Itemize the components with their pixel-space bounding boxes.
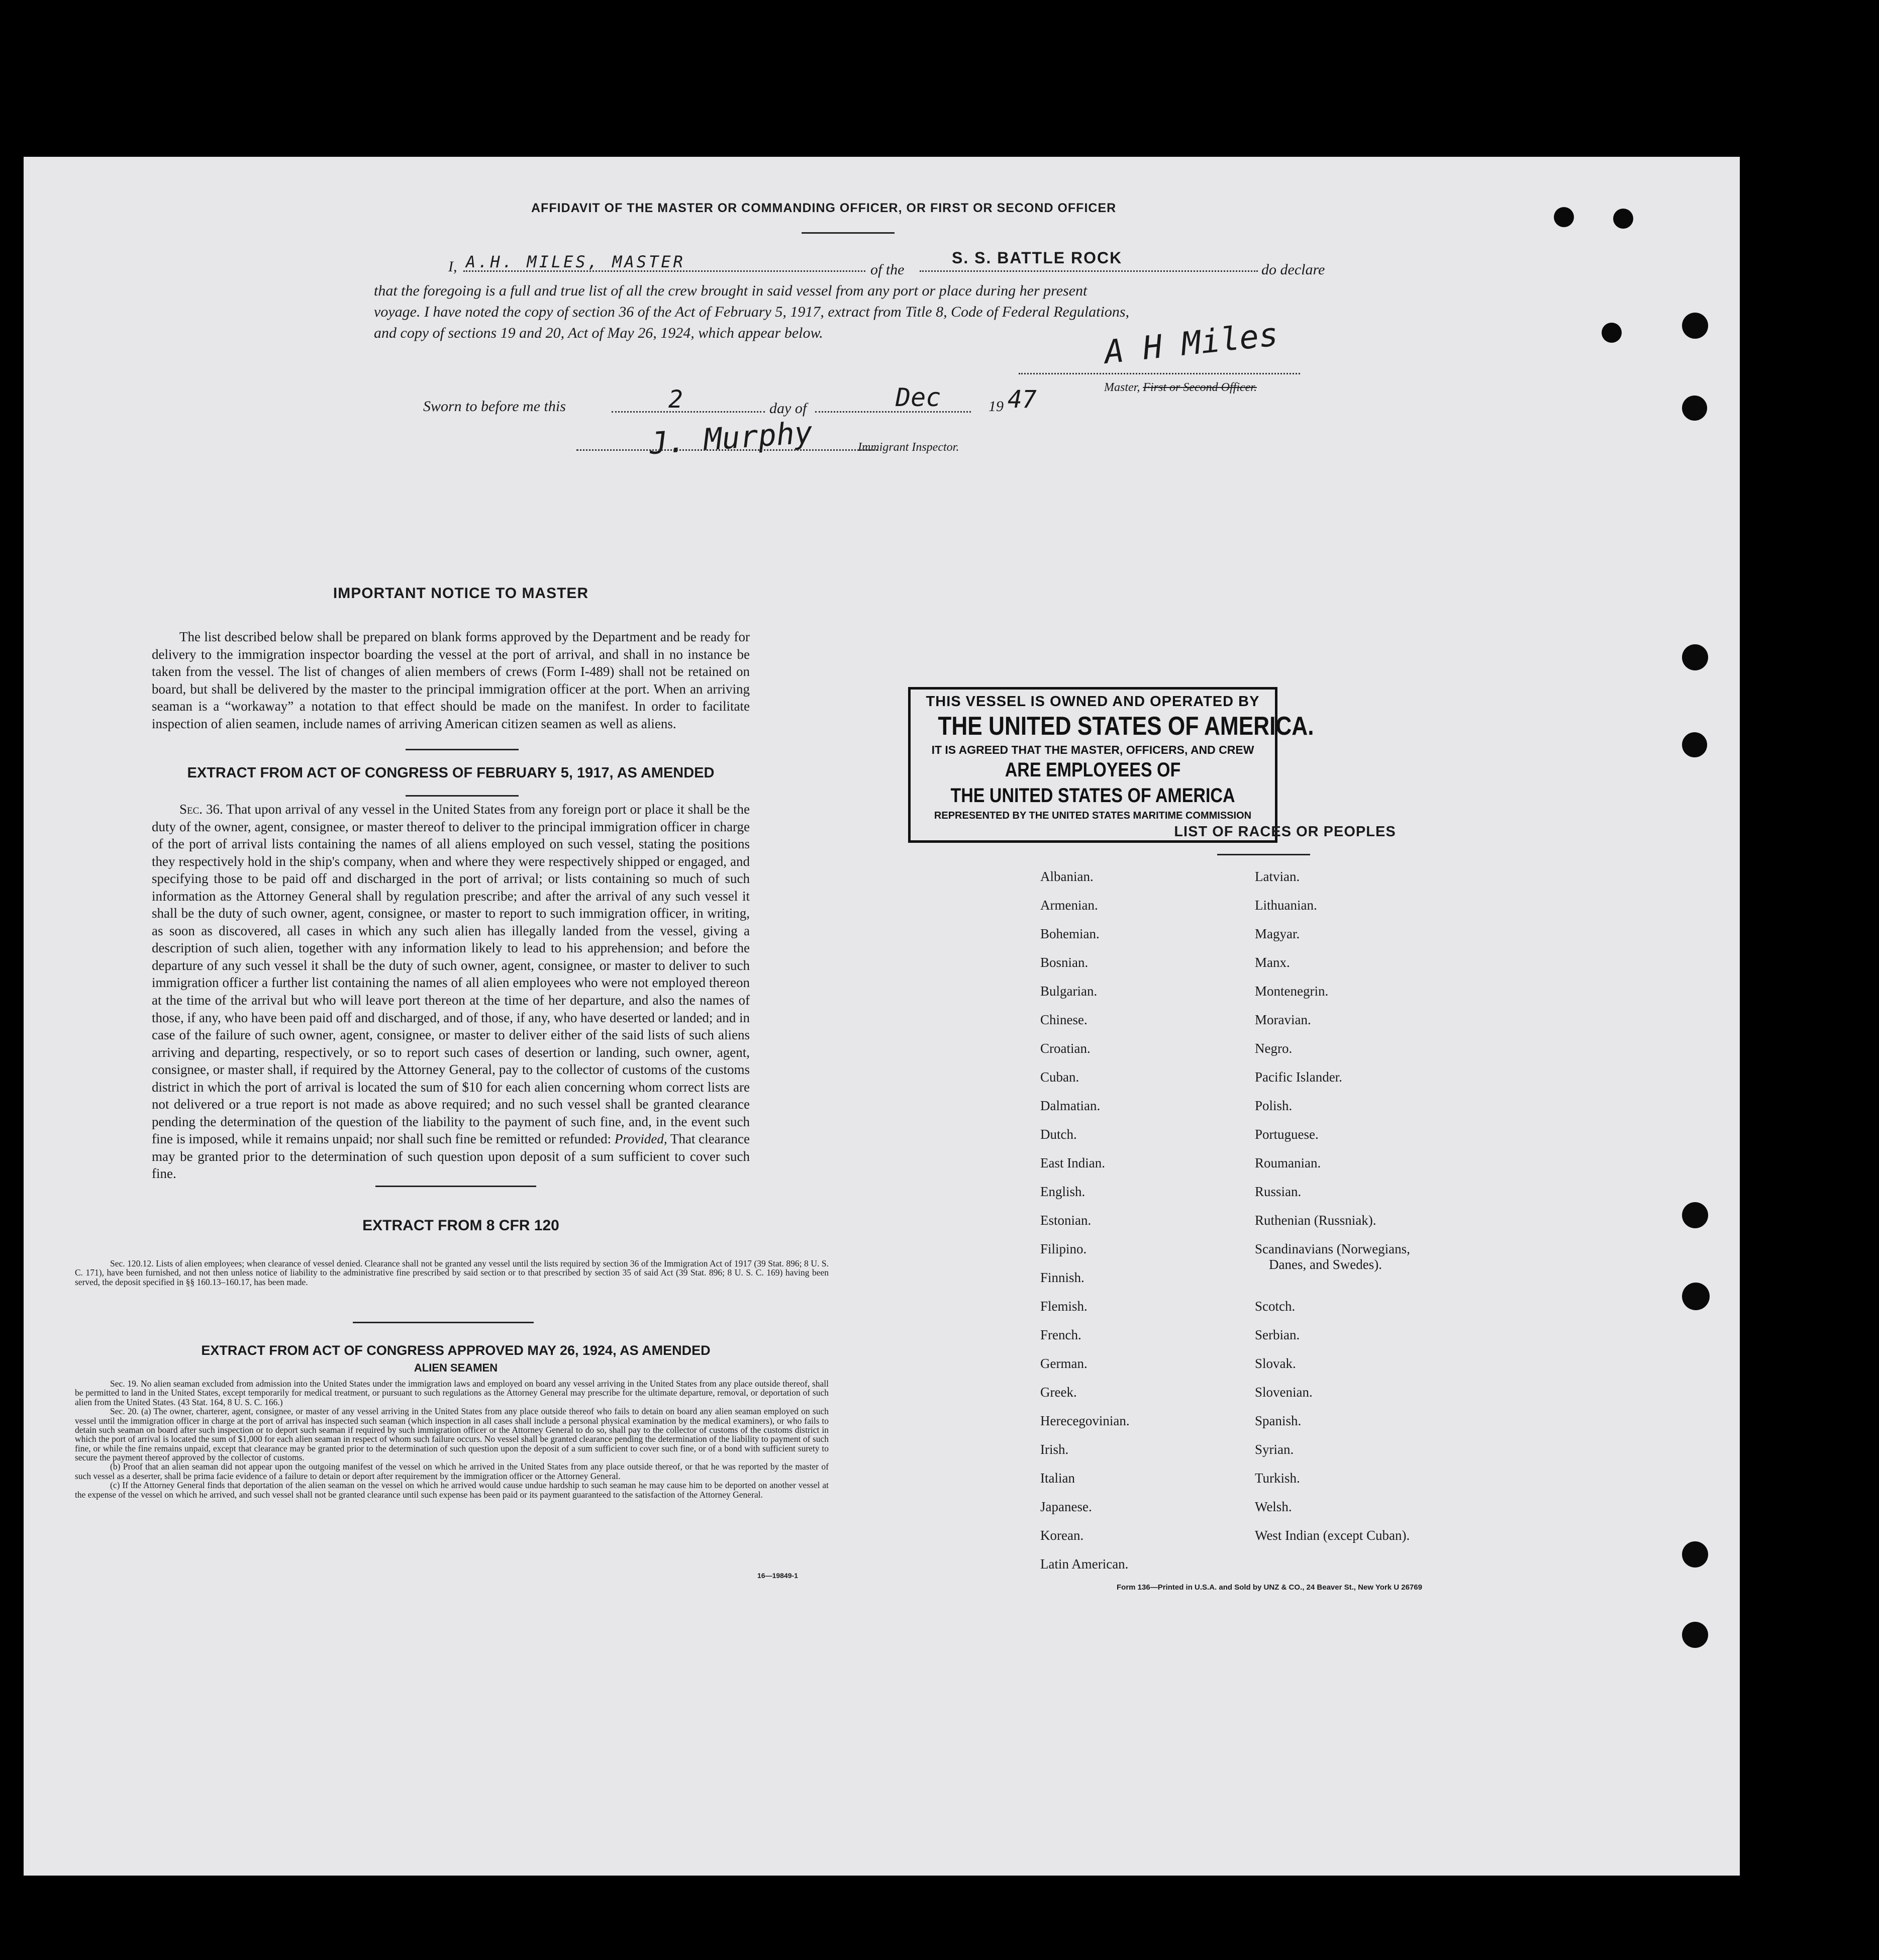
race-item: Filipino. — [1040, 1241, 1087, 1256]
extract-1917-body — [152, 801, 750, 1183]
struck-label-text: First or Second Officer. — [1143, 381, 1257, 394]
stamp-line-1: THIS VESSEL IS OWNED AND OPERATED BY — [926, 694, 1260, 710]
punch-hole — [1682, 1202, 1708, 1228]
notice-rule — [406, 749, 519, 750]
race-item: Scandinavians (Norwegians, — [1255, 1241, 1410, 1256]
of-the-text: of the — [870, 261, 905, 278]
inspector-signature: J. Murphy — [648, 415, 814, 462]
race-item: Negro. — [1255, 1041, 1293, 1056]
race-item: Croatian. — [1040, 1041, 1091, 1056]
race-item: French. — [1040, 1327, 1081, 1342]
title-rule — [802, 232, 895, 234]
extract-1917-rule — [406, 795, 519, 797]
race-item: Lithuanian. — [1255, 898, 1317, 913]
race-item: Magyar. — [1255, 926, 1300, 941]
stamp-line-3: IT IS AGREED THAT THE MASTER, OFFICERS, AND CREW — [931, 743, 1254, 756]
day-line — [612, 411, 765, 413]
race-item: Slovak. — [1255, 1356, 1296, 1371]
master-signature: A H Miles — [1103, 316, 1280, 371]
affidavit-line-2: that the foregoing is a full and true list of all the crew brought in said vessel from any port or place during her present — [374, 282, 1087, 299]
race-item: Ruthenian (Russniak). — [1255, 1213, 1376, 1228]
race-item: Irish. — [1040, 1442, 1069, 1457]
race-item: Latin American. — [1040, 1556, 1129, 1572]
day-value: 2 — [668, 385, 683, 414]
race-item: Dutch. — [1040, 1127, 1077, 1142]
punch-hole — [1682, 644, 1708, 670]
punch-hole — [1682, 1622, 1708, 1648]
master-label — [1104, 381, 1257, 395]
punch-hole — [1602, 323, 1622, 343]
vessel-line — [920, 270, 1258, 272]
extract-1917-provided: Provided, — [614, 1131, 667, 1147]
race-item: West Indian (except Cuban). — [1255, 1528, 1410, 1543]
cfr-heading: EXTRACT FROM 8 CFR 120 — [362, 1217, 559, 1234]
race-item: Spanish. — [1255, 1413, 1302, 1428]
races-rule — [1217, 854, 1310, 855]
document-page — [24, 157, 1740, 1876]
race-item: Albanian. — [1040, 869, 1094, 884]
notice-heading: IMPORTANT NOTICE TO MASTER — [333, 585, 589, 602]
punch-hole — [1682, 1541, 1708, 1567]
race-item: Russian. — [1255, 1184, 1302, 1199]
race-item: Flemish. — [1040, 1299, 1087, 1314]
sec-20a-text: Sec. 20. (a) The owner, charterer, agent, consignee, or master of any vessel arriving in the United States from any place outside thereof who fails to detain on board any alien seaman employed on such vessel until the immigration officer in charge at the port of arrival has inspected such seaman (which inspection in all cases shall include a personal physical examination by the medical examiners), or who fails to detain such seaman on board after such inspection or to deport such seaman if required by such immigration officer or the Attorney General to do so, shall pay to the collector of customs of the customs district in which the port of arrival is located the sum of $1,000 for each alien seaman in respect of whom such failure occurs. No vessel shall be granted clearance pending the determination of the liability to payment of such fine, or while the fine remains unpaid, except that clearance may be granted prior to the determination of such question upon the deposit of a sum sufficient to cover such fine, or of a bond with sufficient surety to secure the payment thereof approved by the collector of customs. — [75, 1406, 829, 1462]
extract-1917-sec: Sec. 36. — [179, 802, 223, 817]
notice-body: The list described below shall be prepared on blank forms approved by the Department and be ready for delivery to the immigration inspector boarding the vessel at the port of arrival, and shall in no instance be taken from the vessel. The list of changes of alien members of crews (Form I-489) shall not be retained on board, but shall be delivered by the master to the principal immigration officer at the port. When an arriving seaman is a “workaway” a notation to that effect should be made on the manifest. In order to facilitate inspection of alien seamen, include names of arriving American citizen seamen as well as aliens. — [152, 629, 750, 731]
race-item: Greek. — [1040, 1385, 1077, 1400]
race-item: Japanese. — [1040, 1499, 1092, 1514]
race-item: Finnish. — [1040, 1270, 1084, 1285]
cfr-rule-top — [375, 1186, 536, 1187]
day-of-text: day of — [769, 400, 807, 417]
affidavit-line-3: voyage. I have noted the copy of section 36 of the Act of February 5, 1917, extract from Title 8, Code of Federal Regulations, — [374, 304, 1130, 320]
punch-hole — [1682, 732, 1707, 757]
punch-hole — [1682, 313, 1708, 339]
stamp-line-5: THE UNITED STATES OF AMERICA — [950, 785, 1235, 807]
race-item: Syrian. — [1255, 1442, 1294, 1457]
extract-1917-text-end: That clearance may be granted prior to the determination of such question upon deposit of a sum sufficient to cover such fine. — [152, 1131, 750, 1182]
race-item: Latvian. — [1255, 869, 1300, 884]
race-item: Armenian. — [1040, 898, 1098, 913]
race-item: Polish. — [1255, 1098, 1293, 1113]
race-item: Bosnian. — [1040, 955, 1089, 970]
race-item: Pacific Islander. — [1255, 1069, 1342, 1085]
year-value: 47 — [1008, 385, 1037, 414]
race-item: English. — [1040, 1184, 1085, 1199]
race-item: Slovenian. — [1255, 1385, 1313, 1400]
race-item: Welsh. — [1255, 1499, 1292, 1514]
race-item: Portuguese. — [1255, 1127, 1319, 1142]
race-item: Manx. — [1255, 955, 1290, 970]
sworn-text: Sworn to before me this — [423, 398, 566, 415]
punch-hole — [1613, 209, 1633, 229]
race-item: Montenegrin. — [1255, 984, 1329, 999]
master-name: A.H. MILES, MASTER — [466, 252, 685, 271]
stamp-line-2: THE UNITED STATES OF AMERICA. — [938, 712, 1314, 741]
extract-1924-body — [75, 1379, 829, 1499]
form-code: 16—19849-1 — [757, 1572, 798, 1580]
year-prefix: 19 — [988, 398, 1004, 415]
vessel-name: S. S. BATTLE ROCK — [952, 249, 1123, 267]
race-item: Korean. — [1040, 1528, 1084, 1543]
races-heading: LIST OF RACES OR PEOPLES — [1174, 824, 1396, 840]
stamp-line-6: REPRESENTED BY THE UNITED STATES MARITIME COMMISSION — [934, 810, 1252, 821]
race-item: Cuban. — [1040, 1069, 1079, 1085]
extract-1917-text: That upon arrival of any vessel in the United States from any foreign port or place it shall be the duty of the owner, agent, consignee, or master thereof to deliver to the principal immigration officer in charge of the port of arrival lists containing the names of all aliens employed on such vessel, stating the positions they respectively hold in the ship's company, when and where they were respectively shipped or engaged, and specifying those to be paid off and discharged in the port of arrival; or lists containing so much of such information as the Attorney General shall by regulation prescribe; and after the arrival of any such vessel it shall be the duty of such owner, agent, consignee, or master to report to such immigration officer, in writing, as soon as discovered, all cases in which any such alien has illegally landed from the vessel, giving a description of such alien, together with any information likely to lead to his apprehension; and before the departure of any such vessel it shall be the duty of such owner, agent, consignee, or master to deliver to such immigration officer a further list containing the names of all alien employees who were not employed thereon at the time of the arrival but who will leave port thereon at the time of her departure, and also the names of those, if any, who have been paid off and discharged, and of those, if any, who have deserted or landed; and in case of the failure of such owner, agent, consignee, or master to deliver either of the said lists of such aliens arriving and departing, respectively, or so to report such cases of desertion or landing, such owner, agent, consignee, or master shall, if required by the Attorney General, pay to the collector of customs of the customs district in which the port of arrival is located the sum of $10 for each alien concerning whom correct lists are not delivered or a true report is not made as above required; and no such vessel shall be granted clearance pending the determination of the question of the liability to the payment of such fine, and, in the event such fine is imposed, while it remains unpaid; nor shall such fine be remitted or refunded: — [152, 802, 750, 1147]
cfr-body: Sec. 120.12. Lists of alien employees; when clearance of vessel denied. Clearance shall not be granted any vessel until the lists required by section 36 of the Immigration Act of 1917 (39 Stat. 896; 8 U. S. C. 171), have been furnished, and not then unless notice of liability to the administrative fine prescribed by said section or to that prescribed by section 35 of said Act (39 Stat. 896; 8 U. S. C. 169) having been served, the deposit specified in §§ 160.13–160.17, has been made. — [75, 1258, 829, 1287]
master-label-text: Master, — [1104, 381, 1140, 394]
race-item: Danes, and Swedes). — [1269, 1257, 1382, 1272]
race-item: Turkish. — [1255, 1471, 1300, 1486]
extract-1917-heading: EXTRACT FROM ACT OF CONGRESS OF FEBRUARY 5, 1917, AS AMENDED — [187, 765, 715, 781]
race-item: Italian — [1040, 1471, 1075, 1486]
race-item: Serbian. — [1255, 1327, 1300, 1342]
race-item: East Indian. — [1040, 1155, 1105, 1170]
inspector-line — [576, 449, 878, 451]
declare-text: do declare — [1261, 261, 1325, 278]
affidavit-prefix: I, — [448, 258, 457, 275]
stamp-line-4: ARE EMPLOYEES OF — [1005, 759, 1181, 781]
form-note: Form 136—Printed in U.S.A. and Sold by UNZ & CO., 24 Beaver St., New York U 26769 — [1117, 1583, 1422, 1592]
race-item: Estonian. — [1040, 1213, 1092, 1228]
race-item: Bohemian. — [1040, 926, 1100, 941]
race-item: German. — [1040, 1356, 1087, 1371]
race-item: Dalmatian. — [1040, 1098, 1101, 1113]
sec-20b-text: (b) Proof that an alien seaman did not appear upon the outgoing manifest of the vessel on which he arrived in the United States from any place outside thereof, or that he was reported by the master of such vessel as a deserter, shall be prima facie evidence of a failure to detain or deport after requirement by the immigration officer or the Attorney General. — [75, 1461, 829, 1481]
race-item: Bulgarian. — [1040, 984, 1098, 999]
affidavit-line-4: and copy of sections 19 and 20, Act of May 26, 1924, which appear below. — [374, 325, 823, 341]
sec-20c-text: (c) If the Attorney General finds that deportation of the alien seaman on the vessel on which he arrived would cause undue hardship to such seaman he may cause him to be deported on another vessel at the expense of the vessel on which he arrived, and such vessel shall not be granted clearance until such expense has been paid or its payment guaranteed to the satisfaction of the Attorney General. — [75, 1480, 829, 1500]
punch-hole — [1554, 207, 1574, 227]
race-item: Herecegovinian. — [1040, 1413, 1130, 1428]
sec-19-text: Sec. 19. No alien seaman excluded from admission into the United States under the immigration laws and employed on board any vessel arriving in the United States from any place outside thereof, shall be permitted to land in the United States, except temporarily for medical treatment, or pursuant to such regulations as the Attorney General may prescribe for the ultimate departure, removal, or deportation of such alien from the United States. (43 Stat. 164, 8 U. S. C. 166.) — [75, 1379, 829, 1407]
inspector-label: Immigrant Inspector. — [858, 441, 959, 454]
punch-hole — [1682, 1283, 1710, 1310]
extract-1924-heading: EXTRACT FROM ACT OF CONGRESS APPROVED MAY 26, 1924, AS AMENDED — [201, 1343, 711, 1358]
race-item: Scotch. — [1255, 1299, 1296, 1314]
extract-1924-subheading: ALIEN SEAMEN — [414, 1361, 498, 1374]
race-item: Moravian. — [1255, 1012, 1311, 1027]
master-signature-line — [1019, 373, 1300, 374]
affidavit-title: AFFIDAVIT OF THE MASTER OR COMMANDING OFFICER, OR FIRST OR SECOND OFFICER — [531, 201, 1117, 215]
extract-1924-rule — [353, 1322, 534, 1323]
punch-hole — [1682, 396, 1707, 421]
month-line — [815, 411, 971, 413]
race-item: Chinese. — [1040, 1012, 1087, 1027]
month-value: Dec — [896, 383, 941, 412]
race-item: Roumanian. — [1255, 1155, 1321, 1170]
